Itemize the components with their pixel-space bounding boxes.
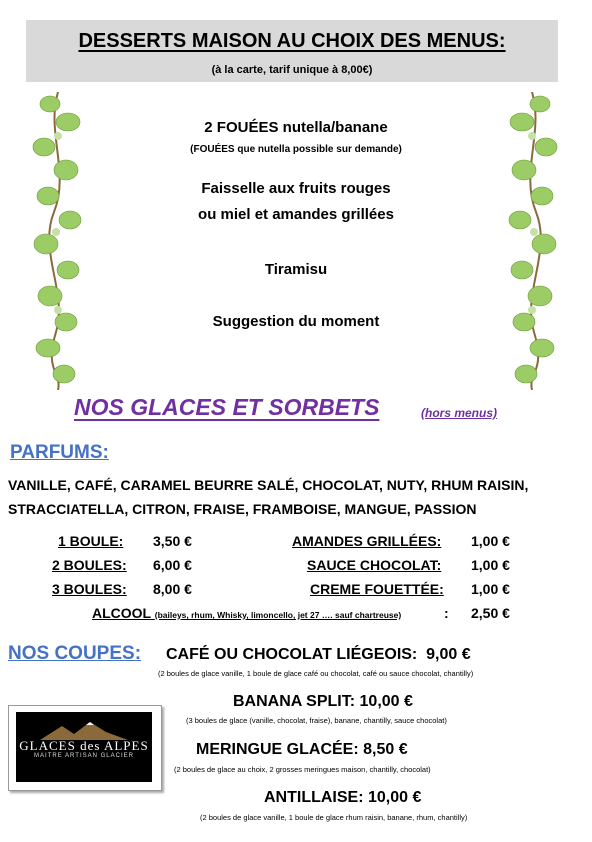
coupe-liegeois-name: CAFÉ OU CHOCOLAT LIÉGEOIS: bbox=[166, 646, 418, 663]
vine-right-icon bbox=[504, 92, 562, 390]
boule-1-price: 3,50 € bbox=[153, 533, 192, 549]
coupe-banana-price: 10,00 € bbox=[359, 693, 413, 710]
boule-2-label: 2 BOULES: bbox=[52, 557, 127, 573]
coupe-meringue-price: 8,50 € bbox=[363, 741, 408, 758]
supplement-sauce-price: 1,00 € bbox=[471, 557, 510, 573]
dessert-foues-note: (FOUÉES que nutella possible sur demande) bbox=[190, 144, 402, 155]
dessert-tiramisu: Tiramisu bbox=[264, 261, 328, 278]
flavors-line2: STRACCIATELLA, CITRON, FRAISE, FRAMBOISE, MANGUE, PASSION bbox=[8, 501, 477, 517]
page-title: DESSERTS MAISON AU CHOIX DES MENUS: bbox=[78, 30, 506, 52]
coupe-liegeois-price: 9,00 € bbox=[426, 646, 471, 663]
flavors-line1: VANILLE, CAFÉ, CARAMEL BEURRE SALÉ, CHOCOLAT, NUTY, RHUM RAISIN, bbox=[8, 477, 529, 493]
supplement-amandes-price: 1,00 € bbox=[471, 533, 510, 549]
coupe-meringue bbox=[196, 741, 408, 759]
glaces-note: (hors menus) bbox=[421, 406, 498, 420]
alcool-row bbox=[92, 605, 401, 621]
coupe-antillaise-price: 10,00 € bbox=[368, 789, 422, 806]
dessert-faisselle-line2: ou miel et amandes grillées bbox=[198, 206, 394, 223]
dessert-faisselle-line1: Faisselle aux fruits rouges bbox=[201, 180, 391, 197]
coupe-liegeois bbox=[166, 646, 471, 664]
boule-3-label: 3 BOULES: bbox=[52, 581, 127, 597]
coupe-banana-desc: (3 boules de glace (vanille, chocolat, fraise), banane, chantilly, sauce chocolat) bbox=[186, 716, 447, 725]
alcool-price: 2,50 € bbox=[471, 605, 510, 621]
coupe-liegeois-desc: (2 boules de glace vanille, 1 boule de glace café ou chocolat, café ou sauce chocolat, chantilly) bbox=[158, 669, 474, 678]
coupe-antillaise bbox=[264, 789, 421, 807]
page-subtitle: (à la carte, tarif unique à 8,00€) bbox=[211, 64, 373, 76]
alcool-detail: (baileys, rhum, Whisky, limoncello, jet 27 …. sauf chartreuse) bbox=[154, 610, 402, 620]
logo-subtext: MAITRE ARTISAN GLACIER bbox=[34, 753, 134, 759]
supplement-amandes-label: AMANDES GRILLÉES: bbox=[292, 533, 442, 549]
logo-text: GLACES des ALPES bbox=[19, 738, 149, 753]
coupe-antillaise-name: ANTILLAISE: bbox=[264, 789, 364, 806]
coupe-meringue-desc: (2 boules de glace au choix, 2 grosses meringues maison, chantilly, chocolat) bbox=[174, 765, 431, 774]
boule-1-label: 1 BOULE: bbox=[58, 533, 124, 549]
supplement-creme-label: CREME FOUETTÉE: bbox=[310, 581, 444, 597]
supplement-sauce-label: SAUCE CHOCOLAT: bbox=[307, 557, 442, 573]
boule-3-price: 8,00 € bbox=[153, 581, 192, 597]
glaces-title: NOS GLACES ET SORBETS bbox=[74, 394, 380, 420]
vine-left-icon bbox=[28, 92, 86, 390]
coupe-antillaise-desc: (2 boules de glace vanille, 1 boule de glace rhum raisin, banane, rhum, chantilly) bbox=[200, 813, 468, 822]
boule-2-price: 6,00 € bbox=[153, 557, 192, 573]
alcool-label: ALCOOL bbox=[92, 605, 151, 621]
dessert-suggestion: Suggestion du moment bbox=[212, 313, 380, 330]
coupes-heading: NOS COUPES: bbox=[8, 643, 142, 664]
alcool-colon: : bbox=[444, 605, 449, 621]
dessert-foues: 2 FOUÉES nutella/banane bbox=[204, 119, 388, 136]
parfums-heading: PARFUMS: bbox=[10, 442, 109, 463]
supplement-creme-price: 1,00 € bbox=[471, 581, 510, 597]
coupe-banana-name: BANANA SPLIT: bbox=[233, 693, 356, 710]
coupe-banana bbox=[233, 693, 413, 711]
coupe-meringue-name: MERINGUE GLACÉE: bbox=[196, 741, 359, 758]
